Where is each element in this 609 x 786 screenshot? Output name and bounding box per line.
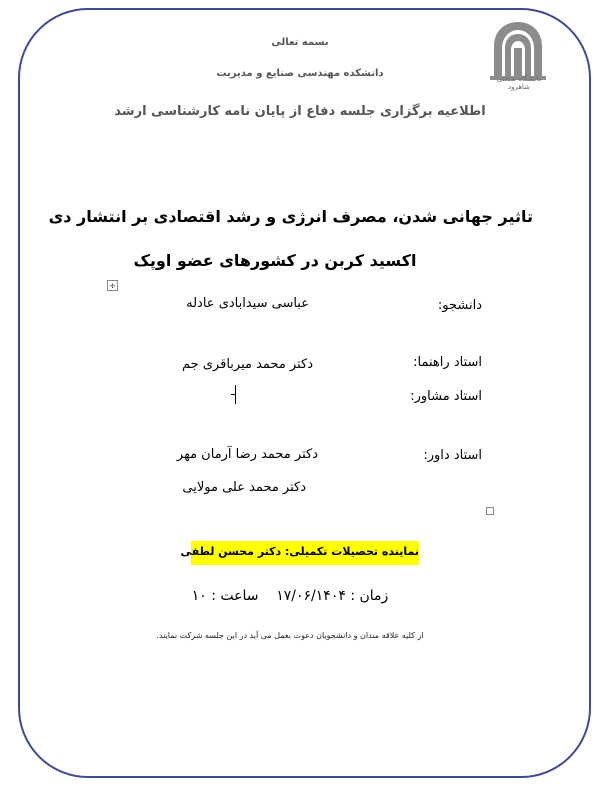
- invitation-note: از کلیه علاقه مندان و دانشجویان دعوت بعمل می آید در این جلسه شرکت نمایند.: [156, 631, 424, 640]
- supervisor-name: دکتر محمد میرباقری جم: [181, 357, 313, 372]
- thesis-title-line-2: اکسید کربن در کشورهای عضو اوپک: [133, 251, 417, 270]
- text-cursor: [235, 385, 236, 404]
- bismillah-heading: بسمه تعالی: [271, 37, 329, 48]
- examiner-label: استاد داور:: [423, 448, 482, 463]
- page-border-frame: [18, 8, 591, 778]
- text-cursor-tick: [231, 394, 235, 395]
- examiner-name-1: دکتر محمد رضا آرمان مهر: [176, 447, 318, 462]
- time-label: زمان :: [350, 588, 389, 604]
- supervisor-label: استاد راهنما:: [413, 355, 482, 370]
- schedule-line: [150, 588, 430, 604]
- defense-date: ۱۷/۰۶/۱۴۰۴: [276, 588, 346, 604]
- student-label: دانشجو:: [437, 298, 482, 313]
- announcement-heading: اطلاعیه برگزاری جلسه دفاع از پایان نامه کارشناسی ارشد: [114, 104, 486, 119]
- table-resize-handle[interactable]: [486, 507, 494, 515]
- advisor-label: استاد مشاور:: [410, 389, 482, 404]
- thesis-title-line-1: تاثیر جهانی شدن، مصرف انرژی و رشد اقتصادی بر انتشار دی: [48, 207, 533, 226]
- faculty-name: دانشکده مهندسی صنایع و مدیریت: [216, 68, 384, 79]
- examiner-name-2: دکتر محمد علی مولایی: [182, 480, 306, 495]
- representative-text: نماینده تحصیلات تکمیلی: دکتر محسن لطفی: [180, 545, 419, 558]
- table-move-handle-icon[interactable]: ✣: [107, 280, 118, 291]
- logo-caption: دانشگاه صنعتی شاهرود: [496, 75, 542, 91]
- defense-hour: ۱۰: [191, 588, 207, 604]
- student-name: عباسی سیدابادی عادله: [186, 296, 309, 311]
- hour-label: ساعت :: [211, 588, 259, 604]
